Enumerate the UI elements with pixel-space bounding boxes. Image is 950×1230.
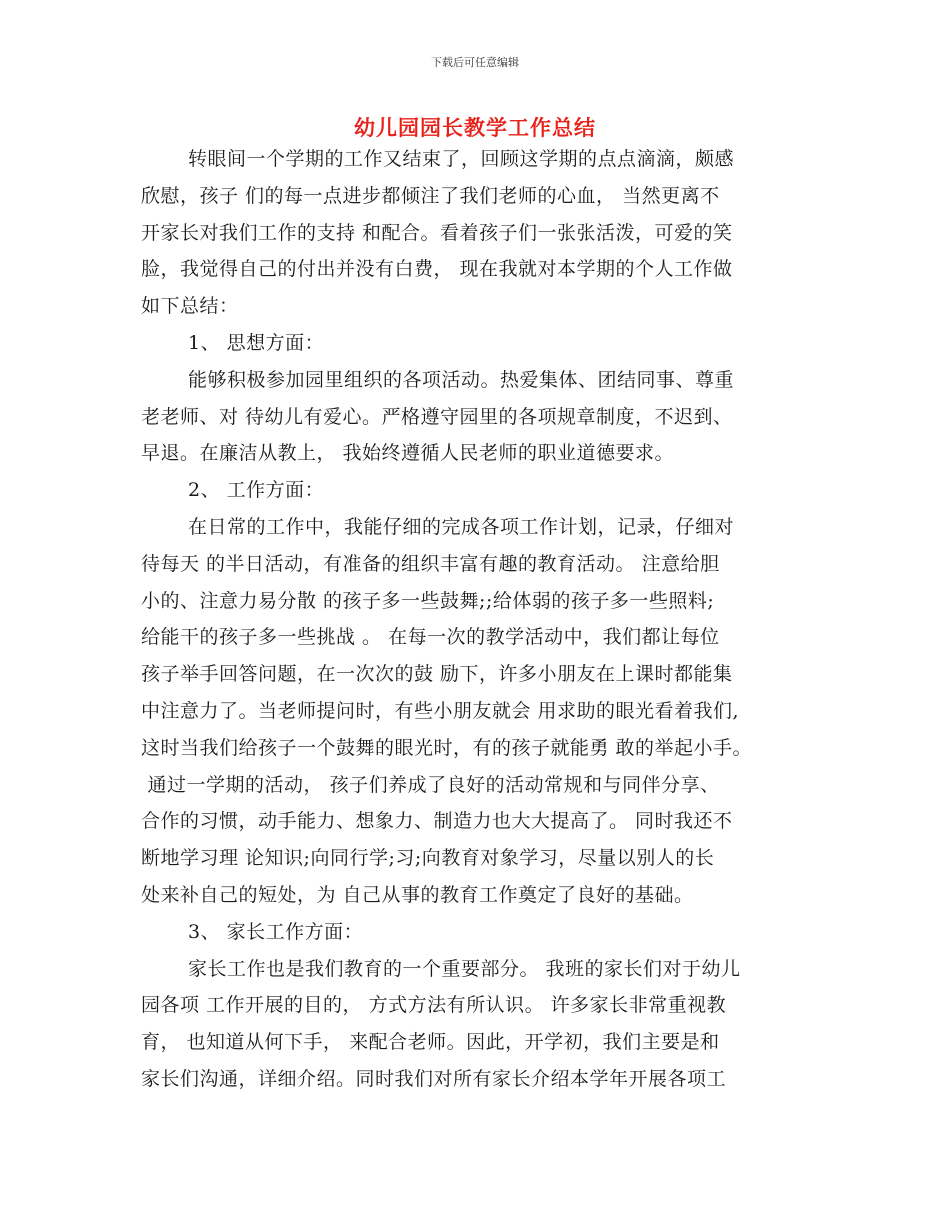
text-line: 欣慰，孩子 们的每一点进步都倾注了我们老师的心血， 当然更离不 [141, 184, 720, 207]
text-line: 在日常的工作中，我能仔细的完成各项工作计划，记录，仔细对 [188, 515, 735, 538]
text-line: 孩子举手回答问题，在一次次的鼓 励下，许多小朋友在上课时都能集 [141, 663, 733, 686]
text-line: 1、 思想方面： [188, 331, 325, 354]
text-line: 处来补自己的短处，为 自己从事的教育工作奠定了良好的基础。 [141, 883, 694, 906]
text-line: 转眼间一个学期的工作又结束了，回顾这学期的点点滴滴，颇感 [188, 148, 735, 170]
text-line: 早退。在廉洁从教上， 我始终遵循人民老师的职业道德要求。 [141, 442, 675, 465]
text-line: 育， 也知道从何下手， 来配合老师。因此，开学初，我们主要是和 [141, 1031, 720, 1054]
text-line: 能够积极参加园里组织的各项活动。热爱集体、团结同事、尊重 [188, 368, 735, 391]
text-line: 园各项 工作开展的目的， 方式方法有所认识。 许多家长非常重视教 [141, 994, 727, 1017]
text-line: 家长们沟通，详细介绍。同时我们对所有家长介绍本学年开展各项工 [141, 1067, 727, 1090]
text-line: 中注意力了。当老师提问时，有些小朋友就会 用求助的眼光看着我们, [141, 699, 740, 722]
document-title: 幼儿园园长教学工作总结 [354, 115, 596, 140]
text-line: 断地学习理 论知识;向同行学;习;向教育对象学习，尽量以别人的长 [141, 847, 715, 870]
text-line: 开家长对我们工作的支持 和配合。看着孩子们一张张活泼，可爱的笑 [141, 221, 733, 244]
text-line: 如下总结： [141, 295, 239, 318]
header-note: 下载后可任意编辑 [431, 56, 519, 69]
document-body [141, 141, 831, 1098]
text-line: 给能干的孩子多一些挑战 。 在每一次的教学活动中，我们都让每位 [141, 626, 720, 649]
text-line: 脸，我觉得自己的付出并没有白费， 现在我就对本学期的个人工作做 [141, 258, 733, 281]
text-line: 通过一学期的活动， 孩子们养成了良好的活动常规和与同伴分享、 [141, 773, 720, 796]
text-line: 待每天 的半日活动，有准备的组织丰富有趣的教育活动。 注意给胆 [141, 552, 720, 575]
text-line: 3、 家长工作方面： [188, 920, 364, 943]
text-line: 老老师、对 待幼儿有爱心。严格遵守园里的各项规章制度，不迟到、 [141, 405, 733, 428]
text-line: 小的、注意力易分散 的孩子多一些鼓舞;;给体弱的孩子多一些照料; [141, 589, 715, 612]
text-line: 家长工作也是我们教育的一个重要部分。 我班的家长们对于幼儿 [188, 957, 741, 980]
text-line: 这时当我们给孩子一个鼓舞的眼光时，有的孩子就能勇 敢的举起小手。 [141, 736, 753, 759]
text-line: 合作的习惯，动手能力、想象力、制造力也大大提高了。 同时我还不 [141, 810, 733, 833]
text-line: 2、 工作方面： [188, 479, 325, 502]
